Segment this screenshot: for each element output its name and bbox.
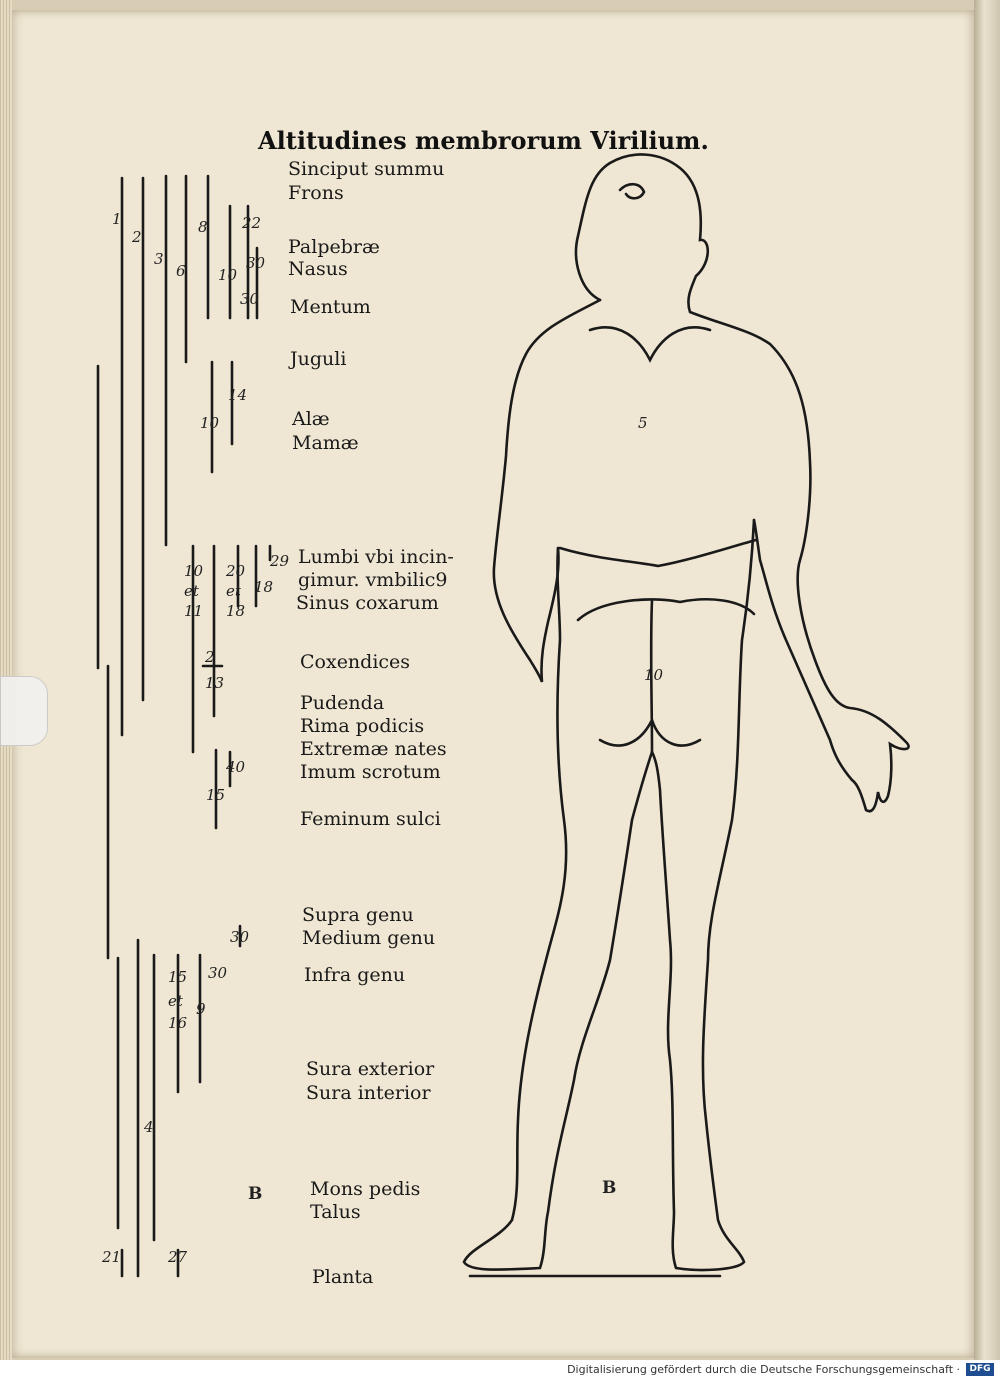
- dfg-logo: DFG: [966, 1363, 994, 1376]
- measure-number: 14: [228, 386, 248, 404]
- label-mentum: Mentum: [290, 296, 371, 318]
- label-nasus: Nasus: [288, 258, 348, 280]
- label-feminum-sulci: Feminum sulci: [300, 808, 441, 830]
- measure-number: 30: [240, 290, 260, 308]
- measure-number: 2: [205, 648, 215, 666]
- measure-number: 11: [184, 602, 204, 620]
- crown-swirl: [620, 184, 644, 198]
- label-mamae: Mamæ: [292, 432, 359, 454]
- measure-number: 30: [246, 254, 266, 272]
- measure-number: et: [184, 582, 199, 600]
- measure-number: 30: [230, 928, 250, 946]
- label-rima-podicis: Rima podicis: [300, 715, 425, 737]
- measure-number: 10: [218, 266, 238, 284]
- measure-number: 15: [206, 786, 226, 804]
- measure-number: 3: [154, 250, 164, 268]
- figure-number: 5: [638, 414, 648, 432]
- label-umbilicus: gimur. vmbilic9: [298, 569, 448, 591]
- label-sinciput: Sinciput summu: [288, 158, 445, 180]
- measure-number: 21: [102, 1248, 122, 1266]
- label-palpebrae: Palpebræ: [288, 236, 380, 258]
- page-tab: [0, 676, 48, 746]
- footer-bar: [0, 1360, 1000, 1380]
- measure-number: 20: [226, 562, 246, 580]
- measure-number: 10: [200, 414, 220, 432]
- measure-number: 29: [270, 552, 290, 570]
- measure-number: 2: [132, 228, 142, 246]
- measure-number: 40: [226, 758, 246, 776]
- measure-number: 27: [168, 1248, 188, 1266]
- label-infra-genu: Infra genu: [304, 964, 406, 986]
- label-mons-pedis: Mons pedis: [310, 1178, 421, 1200]
- hip-line: [578, 599, 754, 620]
- label-medium-genu: Medium genu: [302, 927, 436, 949]
- measure-number: 9: [196, 1000, 206, 1018]
- label-extremae-nates: Extremæ nates: [300, 738, 447, 760]
- letter-b-right: B: [602, 1178, 617, 1198]
- shoulder-blade-line: [590, 327, 710, 360]
- figure-outline-left-leg: [464, 548, 652, 1270]
- label-lumbi: Lumbi vbi incin-: [298, 546, 454, 568]
- label-sura-interior: Sura interior: [306, 1082, 431, 1104]
- measure-number: et: [168, 992, 183, 1010]
- measure-number: 22: [242, 214, 262, 232]
- measure-number: 1: [112, 210, 122, 228]
- label-supra-genu: Supra genu: [302, 904, 414, 926]
- figure-outline-right: [576, 154, 909, 811]
- label-coxendices: Coxendices: [300, 651, 411, 673]
- figure-number: 10: [644, 666, 664, 684]
- measure-number: 6: [176, 262, 186, 280]
- measure-number: 18: [254, 578, 274, 596]
- label-juguli: Juguli: [290, 348, 347, 370]
- label-sinus-coxarum: Sinus coxarum: [296, 592, 439, 614]
- label-talus: Talus: [310, 1201, 361, 1223]
- waist-line: [560, 540, 756, 566]
- label-imum-scrotum: Imum scrotum: [300, 761, 441, 783]
- measure-number: 8: [198, 218, 208, 236]
- label-sura-exterior: Sura exterior: [306, 1058, 435, 1080]
- measure-number: 4: [144, 1118, 154, 1136]
- buttocks-line: [600, 720, 700, 746]
- label-planta: Planta: [312, 1266, 374, 1288]
- label-pudenda: Pudenda: [300, 692, 385, 714]
- measure-number: 13: [205, 674, 225, 692]
- label-alae: Alæ: [292, 408, 330, 430]
- figure-outline-right-leg: [652, 520, 754, 1270]
- measure-number: 16: [168, 1014, 188, 1032]
- letter-b-left: B: [248, 1184, 263, 1204]
- measure-number: et: [226, 582, 241, 600]
- page-title: Altitudines membrorum Virilium.: [258, 126, 709, 155]
- measure-number: 10: [184, 562, 204, 580]
- figure-outline-left-arm: [494, 300, 600, 682]
- measure-number: 18: [226, 602, 246, 620]
- label-frons: Frons: [288, 182, 344, 204]
- measure-number: 15: [168, 968, 188, 986]
- footer-text: Digitalisierung gefördert durch die Deutsche Forschungsgemeinschaft ·: [567, 1363, 960, 1376]
- measure-number: 30: [208, 964, 228, 982]
